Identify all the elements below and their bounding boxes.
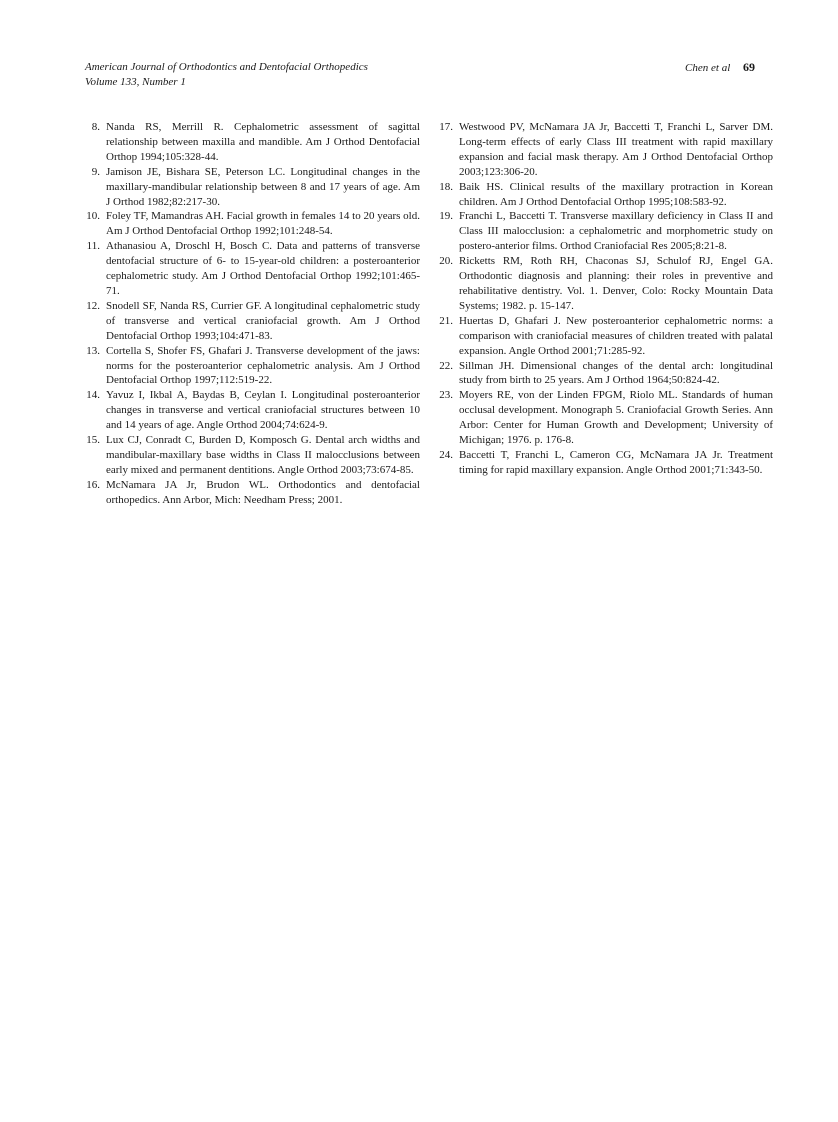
- reference-number: 16.: [86, 478, 100, 491]
- reference-text: McNamara JA Jr, Brudon WL. Orthodontics and dentofacial orthopedics. Ann Arbor, Mich: Needham Press; 2001.: [106, 478, 420, 506]
- reference-item: [84, 120, 420, 165]
- reference-number: 10.: [86, 210, 100, 223]
- reference-text: Baik HS. Clinical results of the maxillary protraction in Korean children. Am J Orthod Dentofacial Orthop 1995;108:583-92.: [459, 180, 773, 208]
- reference-item: [84, 344, 420, 389]
- reference-column-right: [437, 120, 773, 508]
- reference-item: [84, 165, 420, 210]
- reference-number: 15.: [86, 434, 100, 447]
- reference-text: Jamison JE, Bishara SE, Peterson LC. Longitudinal changes in the maxillary-mandibular relationship between 8 and 17 years of age. Am J Orthod 1982;82:217-30.: [106, 165, 420, 208]
- running-head: [85, 60, 755, 90]
- reference-item: [437, 254, 773, 314]
- reference-text: Yavuz I, Ikbal A, Baydas B, Ceylan I. Longitudinal posteroanterior changes in transverse and vertical craniofacial structures between 10 and 14 years of age. Angle Orthod 2004;74:624-9.: [106, 389, 420, 432]
- reference-number: 21.: [439, 314, 453, 327]
- reference-list: [84, 120, 773, 508]
- reference-number: 9.: [91, 165, 100, 178]
- reference-item: [84, 478, 420, 508]
- reference-item: [84, 388, 420, 433]
- reference-text: Lux CJ, Conradt C, Burden D, Komposch G. Dental arch widths and mandibular-maxillary base widths in Class II malocclusions between early mixed and permanent dentitions. Angle Orthod 2003;73:674-85.: [106, 434, 420, 476]
- reference-text: Westwood PV, McNamara JA Jr, Baccetti T, Franchi L, Sarver DM. Long-term effects of early Class III treatment with rapid maxillary expansion and facial mask therapy. Am J Orthod Dentofacial Orthop 2003;123:306-20.: [459, 121, 773, 178]
- reference-number: 19.: [439, 210, 453, 223]
- reference-number: 12.: [86, 299, 100, 312]
- reference-number: 20.: [439, 255, 453, 268]
- reference-number: 8.: [91, 121, 100, 133]
- reference-item: [437, 388, 773, 448]
- article-authors: Chen et al: [685, 62, 731, 74]
- volume-info: Volume 133, Number 1: [85, 76, 186, 88]
- reference-text: Franchi L, Baccetti T. Transverse maxillary deficiency in Class II and Class III malocclusion: a cephalometric and morphometric study on postero-anterior films. Orthod Craniofacial Res 2005;8:21-8.: [459, 210, 773, 253]
- journal-title: American Journal of Orthodontics and Dentofacial Orthopedics: [85, 61, 368, 73]
- running-head-journal-info: [85, 60, 368, 90]
- reference-number: 23.: [439, 389, 453, 402]
- reference-item: [84, 239, 420, 299]
- reference-text: Cortella S, Shofer FS, Ghafari J. Transverse development of the jaws: norms for the posteroanterior cephalometric analysis. Am J Orthod Dentofacial Orthop 1997;112:519-22.: [106, 344, 420, 387]
- reference-number: 14.: [86, 389, 100, 402]
- reference-number: 13.: [86, 344, 100, 357]
- reference-text: Sillman JH. Dimensional changes of the dental arch: longitudinal study from birth to 25 years. Am J Orthod 1964;50:824-42.: [459, 359, 773, 387]
- reference-text: Foley TF, Mamandras AH. Facial growth in females 14 to 20 years old. Am J Orthod Dentofacial Orthop 1992;101:248-54.: [106, 210, 420, 238]
- reference-text: Ricketts RM, Roth RH, Chaconas SJ, Schulof RJ, Engel GA. Orthodontic diagnosis and planning: their roles in preventive and rehabilitative dentistry. Vol. 1. Denver, Colo: Rocky Mountain Data Systems; 1982. p. 15-147.: [459, 255, 773, 312]
- reference-item: [84, 209, 420, 239]
- reference-number: 11.: [86, 240, 100, 253]
- running-head-article-info: [685, 60, 755, 76]
- reference-number: 17.: [439, 121, 453, 133]
- reference-item: [84, 299, 420, 344]
- reference-text: Athanasiou A, Droschl H, Bosch C. Data and patterns of transverse dentofacial structure of 6- to 15-year-old children: a posteroanterior cephalometric study. Am J Orthod Dentofacial Orthop 1992;101:465-71.: [106, 240, 420, 297]
- reference-item: [437, 448, 773, 478]
- reference-column-left: [84, 120, 420, 508]
- reference-text: Huertas D, Ghafari J. New posteroanterior cephalometric norms: a comparison with craniofacial measures of children treated with palatal expansion. Angle Orthod 2001;71:285-92.: [459, 314, 773, 357]
- reference-text: Baccetti T, Franchi L, Cameron CG, McNamara JA Jr. Treatment timing for rapid maxillary expansion. Angle Orthod 2001;71:343-50.: [459, 448, 773, 476]
- reference-item: [437, 120, 773, 180]
- reference-item: [437, 180, 773, 210]
- reference-text: Nanda RS, Merrill R. Cephalometric assessment of sagittal relationship between maxilla and mandible. Am J Orthod Dentofacial Orthop 1994;105:328-44.: [106, 121, 420, 163]
- reference-number: 24.: [439, 448, 453, 461]
- reference-item: [437, 314, 773, 359]
- reference-item: [437, 209, 773, 254]
- reference-item: [84, 433, 420, 478]
- reference-number: 22.: [439, 359, 453, 372]
- reference-text: Snodell SF, Nanda RS, Currier GF. A longitudinal cephalometric study of transverse and vertical craniofacial growth. Am J Orthod Dentofacial Orthop 1993;104:471-83.: [106, 299, 420, 342]
- page-number: 69: [743, 60, 755, 74]
- reference-number: 18.: [439, 180, 453, 193]
- reference-item: [437, 359, 773, 389]
- reference-text: Moyers RE, von der Linden FPGM, Riolo ML. Standards of human occlusal development. Monograph 5. Craniofacial Growth Series. Ann Arbor: Center for Human Growth and Development; University of Michigan; 1976. p. 176-8.: [459, 389, 773, 447]
